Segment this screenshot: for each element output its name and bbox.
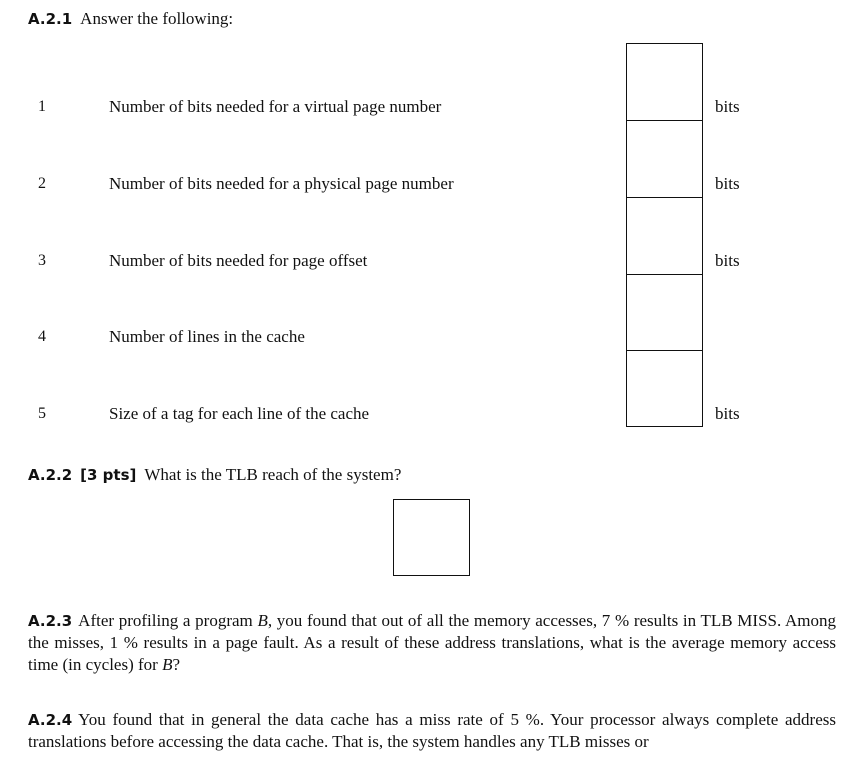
unit-label-2: bits bbox=[715, 174, 740, 193]
unit-label-1: bits bbox=[715, 97, 740, 116]
question-number: A.2.3 bbox=[28, 612, 73, 630]
question-text: Answer the following: bbox=[80, 9, 234, 28]
question-text: What is the TLB reach of the system? bbox=[144, 465, 402, 484]
answer-box-2[interactable] bbox=[626, 120, 703, 198]
question-number: A.2.1 bbox=[28, 10, 73, 28]
answer-box-5[interactable] bbox=[626, 350, 703, 427]
row-label-tag-size: Size of a tag for each line of the cache bbox=[109, 404, 370, 423]
question-a24-paragraph bbox=[28, 709, 836, 753]
question-text-part-1: After profiling a program bbox=[78, 611, 258, 630]
question-a21-heading bbox=[28, 8, 233, 30]
row-number-2: 2 bbox=[38, 175, 46, 192]
question-text: You found that in general the data cache has a miss rate of 5 %. Your processor always complete address translations before accessing the data cache. That is, the system handles any TLB misses or bbox=[28, 710, 836, 751]
program-variable: B bbox=[162, 655, 173, 674]
question-points: [3 pts] bbox=[80, 466, 137, 484]
unit-label-3: bits bbox=[715, 251, 740, 270]
question-number: A.2.4 bbox=[28, 711, 73, 729]
row-label-physical-page-bits: Number of bits needed for a physical page number bbox=[109, 174, 454, 193]
question-number: A.2.2 bbox=[28, 466, 73, 484]
row-number-4: 4 bbox=[38, 328, 46, 345]
program-variable: B bbox=[257, 611, 268, 630]
answer-box-1[interactable] bbox=[626, 43, 703, 121]
unit-label-5: bits bbox=[715, 404, 740, 423]
row-label-page-offset-bits: Number of bits needed for page offset bbox=[109, 251, 368, 270]
answer-box-4[interactable] bbox=[626, 274, 703, 352]
row-number-3: 3 bbox=[38, 252, 46, 269]
row-number-5: 5 bbox=[38, 405, 46, 422]
answer-box-tlb-reach[interactable] bbox=[393, 499, 470, 576]
question-text-part-2: , you found that out of all the memory accesses, 7 % results in TLB MISS. Among the misses, 1 % results in a page fault. As a result of these address translations, what is the average memory access time (in cycles) for bbox=[28, 611, 836, 674]
row-label-cache-lines: Number of lines in the cache bbox=[109, 327, 305, 346]
answer-box-3[interactable] bbox=[626, 197, 703, 275]
row-label-virtual-page-bits: Number of bits needed for a virtual page number bbox=[109, 97, 442, 116]
question-a23-paragraph bbox=[28, 610, 836, 676]
row-number-1: 1 bbox=[38, 98, 46, 115]
question-text-part-3: ? bbox=[172, 655, 180, 674]
question-a22-heading bbox=[28, 464, 401, 486]
